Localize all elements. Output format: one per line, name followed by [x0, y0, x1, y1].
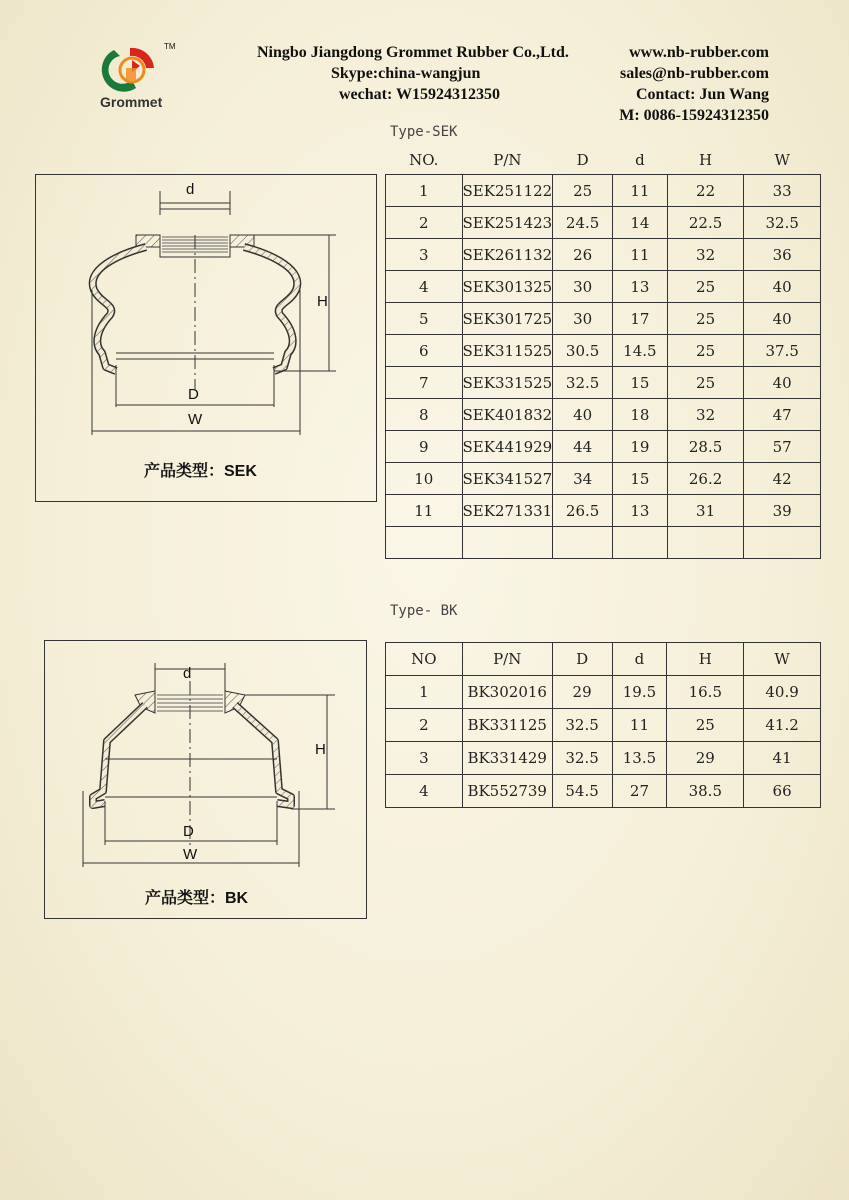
- bk-dim-d: d: [183, 665, 192, 682]
- bk-caption: 产品类型：BK: [145, 890, 249, 907]
- cell-h: 25: [667, 271, 744, 303]
- bk-table-header: [386, 643, 821, 676]
- table-row: [386, 303, 821, 335]
- wechat-id: wechat: W15924312350: [339, 86, 501, 103]
- table-row: [386, 399, 821, 431]
- cell-no: 3: [386, 239, 463, 271]
- cell-d: 27: [612, 775, 667, 808]
- bk-dim-h: H: [315, 741, 326, 758]
- cell-w: 39: [744, 495, 821, 527]
- cell-no: [386, 527, 463, 559]
- col-header-w: W: [744, 643, 821, 676]
- cell-d: 13.5: [612, 742, 667, 775]
- cell-no: 7: [386, 367, 463, 399]
- table-row-empty: [386, 527, 821, 559]
- cell-w: 37.5: [744, 335, 821, 367]
- cell-big-d: 32.5: [552, 742, 612, 775]
- sek-spec-table: [385, 146, 821, 559]
- col-header-d: d: [635, 151, 645, 169]
- cell-d: 11: [612, 709, 667, 742]
- table-row: [386, 463, 821, 495]
- cell-big-d: 30.5: [553, 335, 613, 367]
- cell-no: 4: [386, 271, 463, 303]
- cell-d: 11: [612, 239, 667, 271]
- cell-h: [667, 527, 744, 559]
- cell-h: 28.5: [667, 431, 744, 463]
- cell-no: 10: [386, 463, 463, 495]
- table-row: [386, 207, 821, 239]
- col-header-big-d: D: [576, 151, 589, 169]
- cell-no: 4: [386, 775, 463, 808]
- cell-h: 25: [667, 303, 744, 335]
- table-row: [386, 431, 821, 463]
- sek-boot-drawing: [36, 175, 376, 455]
- col-header-big-d: D: [552, 643, 612, 676]
- cell-w: [744, 527, 821, 559]
- cell-pn: SEK401832: [462, 399, 553, 431]
- table-row: [386, 271, 821, 303]
- cell-w: 33: [744, 175, 821, 207]
- bk-drawing-panel: [44, 640, 367, 919]
- cell-h: 22.5: [667, 207, 744, 239]
- col-header-h: H: [667, 643, 744, 676]
- cell-no: 3: [386, 742, 463, 775]
- cell-h: 25: [667, 367, 744, 399]
- cell-pn: BK331429: [462, 742, 552, 775]
- cell-big-d: 40: [553, 399, 613, 431]
- cell-w: 36: [744, 239, 821, 271]
- cell-w: 40.9: [744, 676, 821, 709]
- cell-big-d: 25: [553, 175, 613, 207]
- cell-pn: SEK301725: [462, 303, 553, 335]
- cell-h: 16.5: [667, 676, 744, 709]
- cell-w: 41: [744, 742, 821, 775]
- sek-dim-big-d: D: [188, 386, 199, 403]
- table-row: [386, 239, 821, 271]
- cell-big-d: 24.5: [553, 207, 613, 239]
- cell-h: 29: [667, 742, 744, 775]
- phone-number: M: 0086-15924312350: [619, 107, 769, 124]
- table-row: [386, 495, 821, 527]
- cell-big-d: [553, 527, 613, 559]
- cell-h: 25: [667, 335, 744, 367]
- cell-pn: SEK301325: [462, 271, 553, 303]
- cell-w: 41.2: [744, 709, 821, 742]
- cell-big-d: 26: [553, 239, 613, 271]
- cell-d: 13: [612, 271, 667, 303]
- cell-d: [612, 527, 667, 559]
- table-row: [386, 335, 821, 367]
- cell-no: 6: [386, 335, 463, 367]
- col-header-no: NO: [386, 643, 463, 676]
- cell-w: 40: [744, 303, 821, 335]
- cell-d: 11: [612, 175, 667, 207]
- cell-big-d: 34: [553, 463, 613, 495]
- cell-big-d: 54.5: [552, 775, 612, 808]
- cell-pn: SEK261132: [462, 239, 553, 271]
- cell-no: 5: [386, 303, 463, 335]
- company-logo: [96, 42, 186, 118]
- table-row: [386, 709, 821, 742]
- cell-pn: [462, 527, 553, 559]
- cell-w: 32.5: [744, 207, 821, 239]
- cell-d: 14: [612, 207, 667, 239]
- col-header-w: W: [774, 151, 790, 169]
- cell-w: 40: [744, 367, 821, 399]
- cell-h: 32: [667, 399, 744, 431]
- cell-d: 19: [612, 431, 667, 463]
- cell-d: 15: [612, 463, 667, 495]
- cell-no: 9: [386, 431, 463, 463]
- cell-big-d: 30: [553, 271, 613, 303]
- logo-wordmark: Grommet: [100, 94, 163, 110]
- cell-h: 31: [667, 495, 744, 527]
- bk-dim-big-d: D: [183, 823, 194, 840]
- cell-pn: SEK331525: [462, 367, 553, 399]
- cell-no: 11: [386, 495, 463, 527]
- sek-dim-d: d: [186, 181, 195, 198]
- cell-pn: SEK271331: [462, 495, 553, 527]
- cell-d: 15: [612, 367, 667, 399]
- email-link[interactable]: sales@nb-rubber.com: [620, 65, 769, 82]
- cell-pn: BK331125: [462, 709, 552, 742]
- col-header-pn: P/N: [462, 643, 552, 676]
- bk-dim-w: W: [183, 846, 198, 863]
- table-row: [386, 775, 821, 808]
- website-link[interactable]: www.nb-rubber.com: [629, 44, 769, 61]
- cell-h: 26.2: [667, 463, 744, 495]
- col-header-h: H: [699, 151, 713, 169]
- cell-h: 32: [667, 239, 744, 271]
- company-name: Ningbo Jiangdong Grommet Rubber Co.,Ltd.: [257, 44, 569, 61]
- sek-dim-w: W: [188, 411, 203, 428]
- cell-pn: SEK251122: [462, 175, 553, 207]
- col-header-no: NO.: [409, 151, 439, 169]
- cell-big-d: 29: [552, 676, 612, 709]
- cell-w: 66: [744, 775, 821, 808]
- sek-caption: 产品类型：SEK: [144, 463, 257, 480]
- cell-w: 40: [744, 271, 821, 303]
- skype-id: Skype:china-wangjun: [331, 65, 481, 82]
- table-row: [386, 367, 821, 399]
- col-header-d: d: [612, 643, 667, 676]
- cell-d: 18: [612, 399, 667, 431]
- cell-h: 22: [667, 175, 744, 207]
- cell-w: 42: [744, 463, 821, 495]
- cell-d: 19.5: [612, 676, 667, 709]
- cell-no: 2: [386, 709, 463, 742]
- cell-pn: SEK341527: [462, 463, 553, 495]
- table-row: [386, 175, 821, 207]
- cell-no: 1: [386, 175, 463, 207]
- cell-big-d: 32.5: [553, 367, 613, 399]
- cell-pn: BK552739: [462, 775, 552, 808]
- cell-big-d: 30: [553, 303, 613, 335]
- cell-no: 1: [386, 676, 463, 709]
- sek-table-header: [386, 146, 821, 175]
- cell-d: 14.5: [612, 335, 667, 367]
- sek-type-label: Type-SEK: [390, 124, 458, 140]
- cell-pn: SEK441929: [462, 431, 553, 463]
- cell-big-d: 26.5: [553, 495, 613, 527]
- cell-no: 8: [386, 399, 463, 431]
- bk-spec-table: [385, 642, 821, 808]
- trademark-mark: TM: [164, 42, 176, 51]
- cell-h: 38.5: [667, 775, 744, 808]
- table-row: [386, 742, 821, 775]
- cell-h: 25: [667, 709, 744, 742]
- cell-d: 13: [612, 495, 667, 527]
- cell-pn: SEK251423: [462, 207, 553, 239]
- sek-dim-h: H: [317, 293, 328, 310]
- bk-type-label: Type- BK: [390, 603, 458, 619]
- grommet-logo-icon: [96, 42, 166, 94]
- cell-big-d: 44: [553, 431, 613, 463]
- table-row: [386, 676, 821, 709]
- col-header-pn: P/N: [493, 151, 522, 169]
- cell-no: 2: [386, 207, 463, 239]
- contact-name: Contact: Jun Wang: [635, 86, 769, 103]
- cell-d: 17: [612, 303, 667, 335]
- cell-w: 57: [744, 431, 821, 463]
- cell-big-d: 32.5: [552, 709, 612, 742]
- cell-pn: SEK311525: [462, 335, 553, 367]
- cell-w: 47: [744, 399, 821, 431]
- cell-pn: BK302016: [462, 676, 552, 709]
- sek-drawing-panel: [35, 174, 377, 502]
